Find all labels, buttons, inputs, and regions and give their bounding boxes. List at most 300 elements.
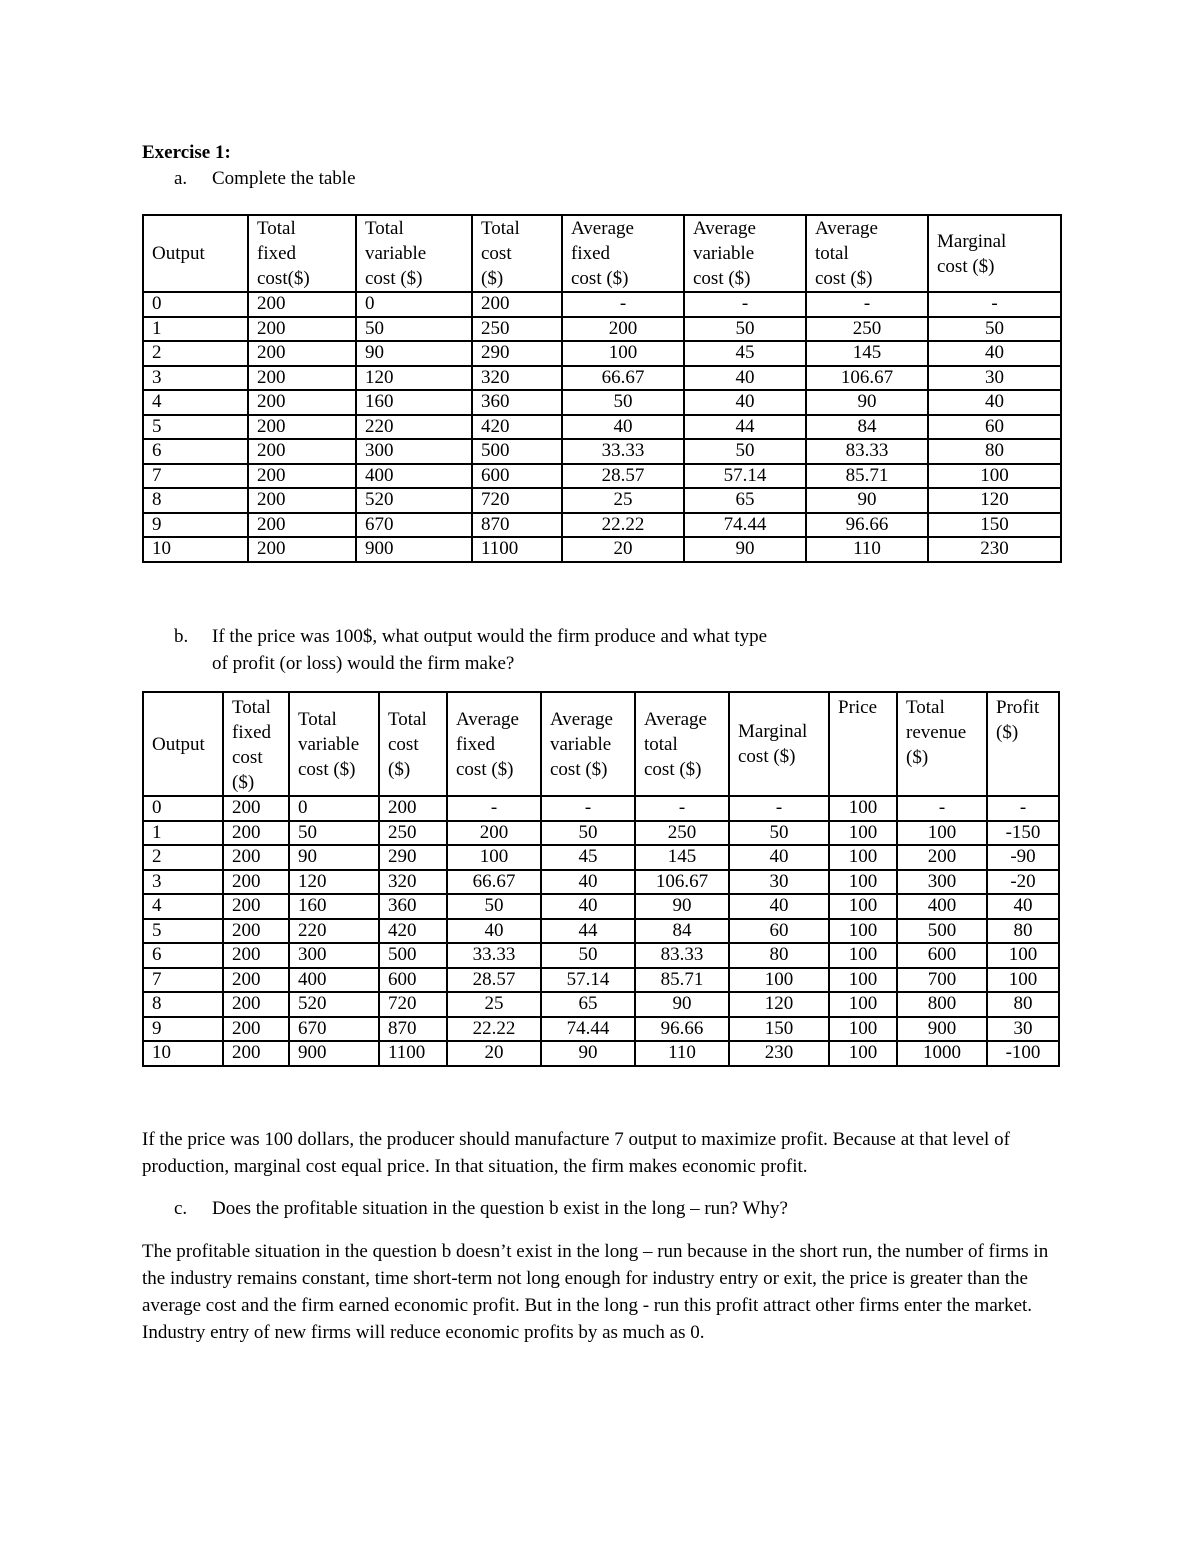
- column-header-line: cost ($): [456, 758, 514, 780]
- table-cell: 50: [562, 390, 684, 415]
- table-cell: 44: [684, 415, 806, 440]
- table-cell: 600: [472, 464, 562, 489]
- table-cell: 57.14: [684, 464, 806, 489]
- table-cell: 25: [447, 992, 541, 1017]
- table-cell: 40: [928, 390, 1061, 415]
- table-cell: 200: [472, 292, 562, 317]
- column-header-line: cost($): [257, 268, 310, 289]
- table-cell: 80: [928, 439, 1061, 464]
- column-header-line: fixed: [571, 243, 611, 264]
- table-cell: 33.33: [562, 439, 684, 464]
- table-cell: 600: [379, 968, 447, 993]
- table-cell: 40: [684, 390, 806, 415]
- question-b-line1: If the price was 100$, what output would the firm produce and what type: [212, 626, 768, 647]
- column-header-line: ($): [906, 747, 929, 768]
- table-cell: 2: [143, 341, 248, 366]
- table-cell: 200: [223, 943, 289, 968]
- column-header-line: Total: [365, 218, 404, 239]
- table-cell: 40: [541, 870, 635, 895]
- table-row: [143, 1017, 1059, 1042]
- table-cell: 900: [897, 1017, 987, 1042]
- table-a-body: [143, 292, 1061, 562]
- table-cell: 30: [729, 870, 829, 895]
- table-cell: 40: [987, 894, 1059, 919]
- column-header-line: total: [815, 243, 849, 264]
- table-cell: 200: [248, 415, 356, 440]
- table-cell: 900: [356, 537, 472, 562]
- table-cell: 28.57: [447, 968, 541, 993]
- table-cell: 20: [447, 1041, 541, 1066]
- column-header: [356, 215, 472, 292]
- table-row: [143, 845, 1059, 870]
- column-header-line: Average: [550, 708, 613, 730]
- column-header-line: cost ($): [738, 746, 796, 767]
- table-cell: 200: [248, 341, 356, 366]
- column-header-line: Profit: [996, 697, 1040, 718]
- table-cell: 200: [379, 796, 447, 821]
- column-header: [289, 692, 379, 796]
- column-header-line: cost: [232, 747, 263, 768]
- table-cell: 360: [379, 894, 447, 919]
- table-row: [143, 821, 1059, 846]
- table-cell: 100: [829, 796, 897, 821]
- table-cell: 500: [897, 919, 987, 944]
- table-cell: 33.33: [447, 943, 541, 968]
- table-cell: 145: [635, 845, 729, 870]
- table-cell: 200: [223, 1041, 289, 1066]
- table-row: [143, 292, 1061, 317]
- table-cell: 100: [729, 968, 829, 993]
- table-cell: 900: [289, 1041, 379, 1066]
- column-header-line: Average: [456, 708, 519, 730]
- table-cell: 720: [472, 488, 562, 513]
- table-cell: 300: [289, 943, 379, 968]
- table-cell: -: [635, 796, 729, 821]
- table-row: [143, 894, 1059, 919]
- table-cell: 25: [562, 488, 684, 513]
- table-cell: -: [806, 292, 928, 317]
- column-header-line: Total: [388, 708, 427, 730]
- table-cell: 106.67: [806, 366, 928, 391]
- table-cell: 40: [729, 845, 829, 870]
- table-cell: 90: [541, 1041, 635, 1066]
- table-cell: 3: [143, 366, 248, 391]
- column-header-line: ($): [996, 722, 1019, 743]
- table-cell: 290: [379, 845, 447, 870]
- table-cell: 100: [447, 845, 541, 870]
- table-cell: 66.67: [447, 870, 541, 895]
- table-cell: 45: [541, 845, 635, 870]
- table-cell: 520: [289, 992, 379, 1017]
- table-cell: 83.33: [635, 943, 729, 968]
- table-cell: 670: [356, 513, 472, 538]
- table-cell: 85.71: [806, 464, 928, 489]
- table-cell: 57.14: [541, 968, 635, 993]
- table-cell: 44: [541, 919, 635, 944]
- table-cell: 230: [928, 537, 1061, 562]
- column-header: [379, 692, 447, 796]
- table-cell: 65: [541, 992, 635, 1017]
- table-cell: 106.67: [635, 870, 729, 895]
- table-cell: 9: [143, 1017, 223, 1042]
- table-cell: 4: [143, 894, 223, 919]
- table-cell: 320: [472, 366, 562, 391]
- table-cell: 80: [987, 919, 1059, 944]
- exercise-title: Exercise 1:: [142, 142, 231, 163]
- table-cell: 200: [248, 488, 356, 513]
- table-cell: 28.57: [562, 464, 684, 489]
- table-cell: 1100: [379, 1041, 447, 1066]
- table-cell: 0: [143, 292, 248, 317]
- column-header-line: revenue: [906, 722, 967, 743]
- table-cell: 50: [541, 943, 635, 968]
- table-cell: 200: [248, 317, 356, 342]
- question-c: [174, 1198, 788, 1220]
- table-cell: 670: [289, 1017, 379, 1042]
- column-header-line: fixed: [232, 722, 272, 743]
- table-cell: 45: [684, 341, 806, 366]
- table-cell: 100: [829, 919, 897, 944]
- table-cell: 5: [143, 919, 223, 944]
- table-row: [143, 439, 1061, 464]
- table-cell: 60: [928, 415, 1061, 440]
- table-cell: 50: [684, 439, 806, 464]
- column-header-line: cost ($): [644, 758, 702, 780]
- table-cell: 400: [897, 894, 987, 919]
- table-cell: 90: [356, 341, 472, 366]
- table-cell: 66.67: [562, 366, 684, 391]
- table-cell: 120: [928, 488, 1061, 513]
- column-header-line: cost ($): [937, 255, 995, 277]
- table-row: [143, 390, 1061, 415]
- cost-table-a: [142, 214, 1062, 563]
- table-cell: 120: [356, 366, 472, 391]
- table-cell: 100: [829, 992, 897, 1017]
- table-cell: 90: [806, 488, 928, 513]
- table-cell: 5: [143, 415, 248, 440]
- table-row: [143, 992, 1059, 1017]
- column-header-line: fixed: [257, 243, 297, 264]
- table-cell: 50: [541, 821, 635, 846]
- table-cell: 110: [635, 1041, 729, 1066]
- column-header-line: ($): [481, 268, 504, 289]
- table-cell: 40: [447, 919, 541, 944]
- table-cell: 100: [829, 943, 897, 968]
- table-cell: 0: [143, 796, 223, 821]
- column-header-line: cost: [481, 243, 512, 264]
- table-cell: 1: [143, 821, 223, 846]
- question-b-line2: of profit (or loss) would the firm make?: [212, 653, 515, 674]
- table-cell: 40: [562, 415, 684, 440]
- column-header-line: Total: [906, 697, 945, 718]
- table-cell: 200: [248, 439, 356, 464]
- table-cell: 290: [472, 341, 562, 366]
- table-cell: 200: [223, 894, 289, 919]
- table-cell: 10: [143, 1041, 223, 1066]
- table-cell: -: [729, 796, 829, 821]
- column-header-line: variable: [298, 733, 360, 755]
- question-c-text: Does the profitable situation in the question b exist in the long – run? Why?: [212, 1198, 788, 1219]
- table-cell: 100: [829, 845, 897, 870]
- column-header-line: cost ($): [365, 268, 423, 289]
- column-header-line: Total: [232, 697, 271, 718]
- table-cell: 120: [729, 992, 829, 1017]
- table-a-header-row: [143, 215, 1061, 292]
- column-header-line: Average: [693, 218, 756, 239]
- table-row: [143, 513, 1061, 538]
- column-header: [248, 215, 356, 292]
- column-header-line: fixed: [456, 733, 496, 755]
- table-cell: 1100: [472, 537, 562, 562]
- column-header-line: cost ($): [571, 268, 629, 289]
- column-header-line: ($): [232, 772, 255, 793]
- table-cell: 8: [143, 992, 223, 1017]
- table-cell: 520: [356, 488, 472, 513]
- column-header-line: ($): [388, 758, 411, 780]
- column-header-line: Total: [298, 708, 337, 730]
- table-cell: 420: [472, 415, 562, 440]
- table-cell: -: [447, 796, 541, 821]
- table-cell: 320: [379, 870, 447, 895]
- table-cell: 40: [684, 366, 806, 391]
- table-cell: 200: [447, 821, 541, 846]
- table-cell: 80: [729, 943, 829, 968]
- cost-table-b: [142, 691, 1060, 1067]
- table-cell: 870: [472, 513, 562, 538]
- table-cell: 230: [729, 1041, 829, 1066]
- column-header: [562, 215, 684, 292]
- table-cell: 40: [541, 894, 635, 919]
- column-header-line: cost ($): [693, 268, 751, 289]
- question-a-label: a.: [174, 168, 188, 189]
- table-cell: 100: [562, 341, 684, 366]
- table-cell: 200: [897, 845, 987, 870]
- column-header-line: cost ($): [298, 758, 356, 780]
- table-cell: 200: [248, 537, 356, 562]
- table-cell: 100: [928, 464, 1061, 489]
- column-header-line: Total: [257, 218, 296, 239]
- table-cell: 7: [143, 968, 223, 993]
- table-cell: 250: [379, 821, 447, 846]
- table-cell: 100: [829, 870, 897, 895]
- column-header-line: Average: [571, 218, 634, 239]
- table-cell: 90: [806, 390, 928, 415]
- column-header: [143, 215, 248, 292]
- table-cell: 1: [143, 317, 248, 342]
- column-header: [897, 692, 987, 796]
- table-cell: 200: [248, 513, 356, 538]
- table-cell: 50: [356, 317, 472, 342]
- table-cell: -90: [987, 845, 1059, 870]
- table-cell: 420: [379, 919, 447, 944]
- table-cell: 160: [356, 390, 472, 415]
- column-header-line: Total: [481, 218, 520, 239]
- table-cell: 250: [635, 821, 729, 846]
- column-header-line: cost ($): [815, 268, 873, 289]
- table-cell: 200: [562, 317, 684, 342]
- table-row: [143, 1041, 1059, 1066]
- table-cell: 400: [289, 968, 379, 993]
- table-cell: 200: [223, 821, 289, 846]
- question-b: [174, 626, 768, 674]
- table-cell: 60: [729, 919, 829, 944]
- table-cell: 200: [248, 464, 356, 489]
- answer-c-paragraph: The profitable situation in the question b doesn’t exist in the long – run because in the short run, the number of firms in the industry remains constant, time short-term not long enough for industry entry or exit, the price is greater than the average cost and the firm earned economic profit. But in the long - run this profit attract other firms enter the market. Industry entry of new firms will reduce economic profits by as much as 0.: [142, 1241, 1049, 1343]
- table-cell: 90: [635, 992, 729, 1017]
- table-cell: 600: [897, 943, 987, 968]
- table-row: [143, 464, 1061, 489]
- column-header: [829, 692, 897, 796]
- column-header: [987, 692, 1059, 796]
- column-header-line: variable: [550, 733, 612, 755]
- table-row: [143, 341, 1061, 366]
- table-cell: 200: [223, 968, 289, 993]
- table-cell: 2: [143, 845, 223, 870]
- table-cell: -100: [987, 1041, 1059, 1066]
- column-header: [143, 692, 223, 796]
- table-cell: 50: [928, 317, 1061, 342]
- table-cell: 100: [897, 821, 987, 846]
- table-row: [143, 919, 1059, 944]
- question-b-label: b.: [174, 626, 189, 647]
- table-cell: 40: [928, 341, 1061, 366]
- table-cell: 200: [223, 870, 289, 895]
- question-a-text: Complete the table: [212, 168, 356, 189]
- table-cell: 200: [223, 1017, 289, 1042]
- table-cell: 870: [379, 1017, 447, 1042]
- table-cell: 10: [143, 537, 248, 562]
- table-cell: 4: [143, 390, 248, 415]
- column-header: [472, 215, 562, 292]
- table-cell: 360: [472, 390, 562, 415]
- table-row: [143, 870, 1059, 895]
- table-row: [143, 317, 1061, 342]
- table-cell: 96.66: [635, 1017, 729, 1042]
- table-cell: 90: [289, 845, 379, 870]
- column-header-line: Price: [838, 697, 878, 718]
- table-b-body: [143, 796, 1059, 1066]
- table-cell: 80: [987, 992, 1059, 1017]
- table-cell: -20: [987, 870, 1059, 895]
- table-cell: 100: [829, 1017, 897, 1042]
- column-header-line: cost ($): [550, 758, 608, 780]
- table-cell: 84: [635, 919, 729, 944]
- table-cell: 96.66: [806, 513, 928, 538]
- table-cell: -: [541, 796, 635, 821]
- table-cell: 100: [987, 968, 1059, 993]
- table-cell: -: [897, 796, 987, 821]
- table-cell: -: [562, 292, 684, 317]
- table-b-header-row: [143, 692, 1059, 796]
- table-cell: 800: [897, 992, 987, 1017]
- table-cell: 150: [928, 513, 1061, 538]
- column-header-line: Marginal: [937, 230, 1007, 252]
- column-header: [447, 692, 541, 796]
- table-cell: 300: [356, 439, 472, 464]
- table-cell: 30: [928, 366, 1061, 391]
- column-header-line: Output: [152, 733, 205, 755]
- table-cell: 1000: [897, 1041, 987, 1066]
- table-cell: 85.71: [635, 968, 729, 993]
- table-cell: 50: [684, 317, 806, 342]
- table-cell: 6: [143, 943, 223, 968]
- table-cell: 84: [806, 415, 928, 440]
- column-header: [223, 692, 289, 796]
- column-header-line: Average: [644, 708, 707, 730]
- table-cell: 0: [289, 796, 379, 821]
- table-cell: 300: [897, 870, 987, 895]
- table-cell: 22.22: [562, 513, 684, 538]
- table-cell: 500: [472, 439, 562, 464]
- table-cell: 250: [472, 317, 562, 342]
- table-row: [143, 415, 1061, 440]
- column-header-line: Marginal: [738, 721, 808, 742]
- table-cell: 110: [806, 537, 928, 562]
- table-row: [143, 968, 1059, 993]
- table-cell: 8: [143, 488, 248, 513]
- column-header: [928, 215, 1061, 292]
- table-cell: 500: [379, 943, 447, 968]
- column-header: [729, 692, 829, 796]
- table-row: [143, 366, 1061, 391]
- table-cell: 220: [289, 919, 379, 944]
- table-cell: 74.44: [541, 1017, 635, 1042]
- table-cell: 22.22: [447, 1017, 541, 1042]
- table-cell: -: [684, 292, 806, 317]
- table-cell: 100: [829, 968, 897, 993]
- table-cell: 6: [143, 439, 248, 464]
- table-cell: 83.33: [806, 439, 928, 464]
- table-row: [143, 488, 1061, 513]
- table-cell: 3: [143, 870, 223, 895]
- table-cell: 150: [729, 1017, 829, 1042]
- table-cell: 145: [806, 341, 928, 366]
- table-cell: -150: [987, 821, 1059, 846]
- table-cell: 120: [289, 870, 379, 895]
- table-cell: 700: [897, 968, 987, 993]
- table-cell: -: [987, 796, 1059, 821]
- question-c-label: c.: [174, 1198, 188, 1219]
- column-header-line: total: [644, 733, 678, 755]
- table-cell: 65: [684, 488, 806, 513]
- table-cell: 90: [684, 537, 806, 562]
- table-cell: 9: [143, 513, 248, 538]
- table-cell: 7: [143, 464, 248, 489]
- column-header: [541, 692, 635, 796]
- table-cell: 220: [356, 415, 472, 440]
- table-cell: 0: [356, 292, 472, 317]
- table-cell: 200: [223, 919, 289, 944]
- table-cell: 50: [447, 894, 541, 919]
- table-cell: 100: [829, 1041, 897, 1066]
- column-header: [684, 215, 806, 292]
- answer-b-paragraph: If the price was 100 dollars, the producer should manufacture 7 output to maximize profit. Because at that level of production, marginal cost equal price. In that situation, the firm makes economic profit.: [142, 1129, 1010, 1177]
- table-cell: 250: [806, 317, 928, 342]
- table-cell: 200: [248, 390, 356, 415]
- column-header-line: variable: [693, 243, 755, 264]
- table-cell: 100: [987, 943, 1059, 968]
- table-cell: 720: [379, 992, 447, 1017]
- table-cell: 200: [248, 292, 356, 317]
- column-header-line: Average: [815, 218, 878, 239]
- table-row: [143, 943, 1059, 968]
- column-header: [635, 692, 729, 796]
- table-cell: 20: [562, 537, 684, 562]
- table-cell: 200: [223, 992, 289, 1017]
- table-cell: 160: [289, 894, 379, 919]
- column-header: [806, 215, 928, 292]
- column-header-line: cost: [388, 733, 419, 755]
